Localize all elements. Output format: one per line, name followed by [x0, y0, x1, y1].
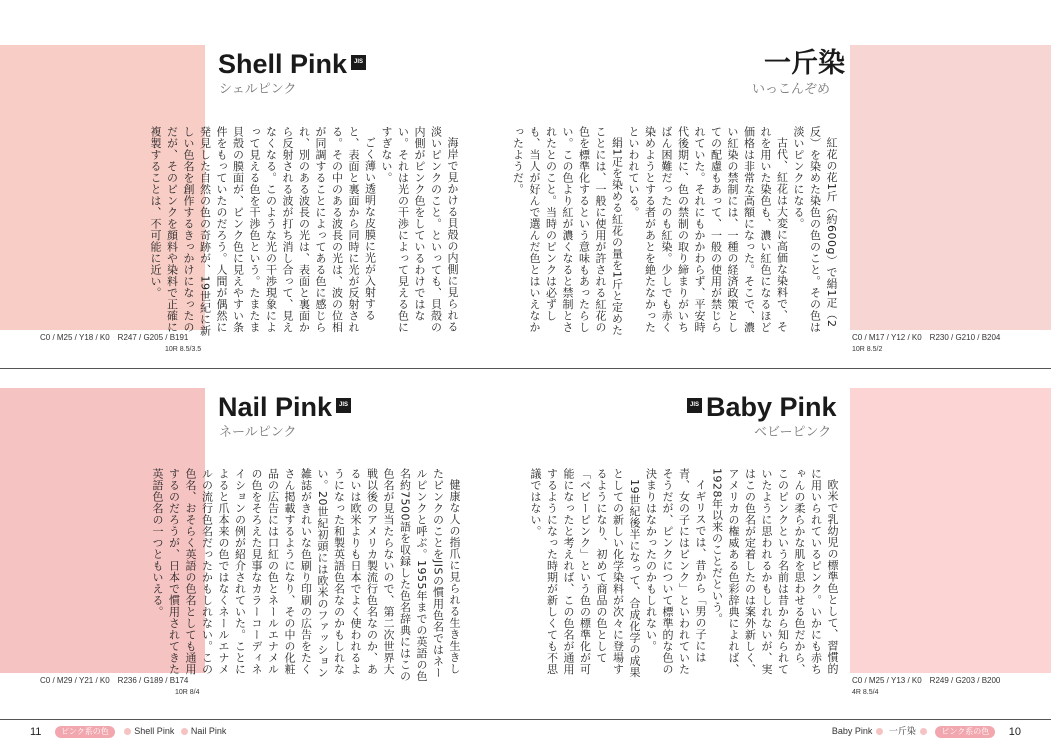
body-paragraph: ごく薄い透明な皮膜に光が入射すると、表面と裏面から同時に光が反射される。その中のある波長の光は、波の位相が同調することによってある色に感じられ、別のある波長の光は、表面と裏面から反射される波が打ち消し合って、見えなくなる。このような光の干渉現象によって見える色を干渉色という。たまたま貝殻の膜面が、ピンク色に見えやすい条件をもっていたのだろう。人間が偶然に発見した自然の色の奇跡が、19世紀に新しい色名を創作するきっかけになったのだが、そのピンクを顔料や染料で正確に複製することは、不可能に近い。 [149, 126, 377, 337]
page-number: 10 [1008, 725, 1021, 738]
entry-reading-ittonzome: いっこんぞめ [752, 82, 831, 97]
body-paragraph: イギリスでは、昔から「男の子には青、女の子にはピンク」といわれていたそうだが、ピンクについて標準的な色の決まりはなかったのかもしれない。 [644, 468, 707, 675]
entry-body-ittonzome [511, 126, 839, 341]
color-code-ittonzome: C0 / M17 / Y12 / K0 R230 / G210 / B204 [852, 333, 1001, 342]
footer-left [22, 724, 226, 739]
body-paragraph: 紅花の花1斤（約600g）で絹1疋（2反）を染めた染色の色のこと。その色は淡いピンクになる。 [792, 126, 838, 333]
entry-body-nail-pink [151, 468, 462, 683]
footer-divider [0, 719, 1051, 720]
jis-badge-icon: JIS [336, 398, 351, 413]
entry-reading-shell-pink: シェルピンク [219, 82, 297, 97]
jis-badge-icon: JIS [351, 55, 366, 70]
entry-title-ittonzome: 一斤染 [764, 48, 845, 79]
entry-title-shell-pink: Shell Pink JIS [218, 49, 370, 79]
color-code-shell-pink: C0 / M25 / Y18 / K0 R247 / G205 / B191 [40, 333, 189, 342]
entry-body-baby-pink [529, 468, 840, 683]
entry-title-nail-pink: Nail Pink JIS [218, 392, 355, 422]
bullet-dot-icon [876, 728, 883, 735]
munsell-baby-pink: 4R 8.5/4 [852, 689, 879, 696]
section-pill: ピンク系の色 [935, 726, 995, 738]
munsell-shell-pink: 10R 8.5/3.5 [165, 346, 202, 353]
bullet-dot-icon [920, 728, 927, 735]
body-paragraph: 絹1疋を染める紅花の量を1斤と定めたことには、一般に使用が許される紅花の色を標準化するという意味もあったらしい。この色より紅が濃くなると禁制とされたとのこと。当時のピンクは必ずしも、当人が好んで選んだ色とはいえなかったようだ。 [511, 126, 624, 336]
bullet-dot-icon [124, 728, 131, 735]
entry-reading-baby-pink: ベビーピンク [754, 425, 832, 440]
bullet-dot-icon [181, 728, 188, 735]
footer-item: Baby Pink [831, 726, 873, 736]
munsell-ittonzome: 10R 8.5/2 [852, 346, 883, 353]
entry-title-baby-pink: JIS Baby Pink [683, 392, 837, 422]
color-code-baby-pink: C0 / M25 / Y13 / K0 R249 / G203 / B200 [852, 676, 1001, 685]
entry-reading-nail-pink: ネールピンク [219, 425, 297, 440]
footer-item: 一斤染 [888, 726, 916, 736]
body-paragraph: 19世紀後半になって、合成化学の成果としての新しい化学染料が次々に登場するようになり、初めて商品の色として「ベビーピンク」という色の標準化が可能になったと考えれば、この色名が通用するようになった時期が新しくても不思議ではない。 [529, 468, 641, 678]
jis-badge-icon: JIS [687, 398, 702, 413]
body-paragraph: 海岸で見かける貝殻の内側に見られる淡いピンクのこと。といっても、貝殻の内側がピンク色をしているわけではない。それは光の干渉によって見える色にすぎない。 [380, 126, 459, 333]
footer-item: Shell Pink [134, 726, 175, 736]
footer-right [832, 724, 1029, 739]
section-pill: ピンク系の色 [55, 726, 115, 738]
ittonzome-swatch [850, 45, 1051, 330]
top-divider [0, 368, 1051, 369]
color-code-nail-pink: C0 / M29 / Y21 / K0 R236 / G189 / B174 [40, 676, 189, 685]
body-paragraph: 健康な人の指爪に見られる生き生きしたピンクのことをJISの慣用色名ではネールピンクと呼ぶ。1955年までの英語の色名約7500語を収録した色名辞典にはこの色名が見当たらないので、第二次世界大戦以後のアメリカ製流行色名なのか、あるいは欧米よりも日本でよく使われるようになった和製英語色名なのかもしれない。20世紀初頭には欧米のファッション雑誌がきれいな色刷り印刷の広告をたくさん掲載するようになり、その中の化粧品の広告には口紅の色とネールエナメルの色をそろえた見事なカラーコーディネイションの例が紹介されていた。ことによると爪本来の色ではなくネールエナメルの流行色名だったかもしれない。この色名、おそらく英語の色名としても通用するのだろうが、日本で慣用されてきた英語色名の一つともいえる。 [151, 468, 461, 682]
footer-item: Nail Pink [190, 726, 227, 736]
page-number: 11 [30, 725, 42, 738]
body-paragraph: 古代、紅花は大変に高価な染料で、それを用いた染色も、濃い紅色になるほど価格は非常な高額になった。そこで、濃い紅染の禁制には、一種の経済政策としての配慮もあって、一般の使用が禁じられていた。それにもかかわらず、平安時代後期に、色の禁制の取り締まりがいちばん困難だったのも紅染。少しでも赤く染めようとする者があとを絶たなかったといわれている。 [627, 126, 789, 333]
entry-body-shell-pink [149, 126, 460, 341]
munsell-nail-pink: 10R 8/4 [175, 689, 200, 696]
body-paragraph: 欧米で乳幼児の標準色として、習慣的に用いられているピンク。いかにも赤ちゃんの柔らかな肌を思わせる色だから、このピンクという名前は昔から知られていたように思われるかもしれないが、実はこの色名が定着したのは案外新しく、アメリカの権威ある色彩辞典によれば、1928年以来のことだという。 [710, 468, 839, 675]
baby-pink-swatch [850, 388, 1051, 673]
